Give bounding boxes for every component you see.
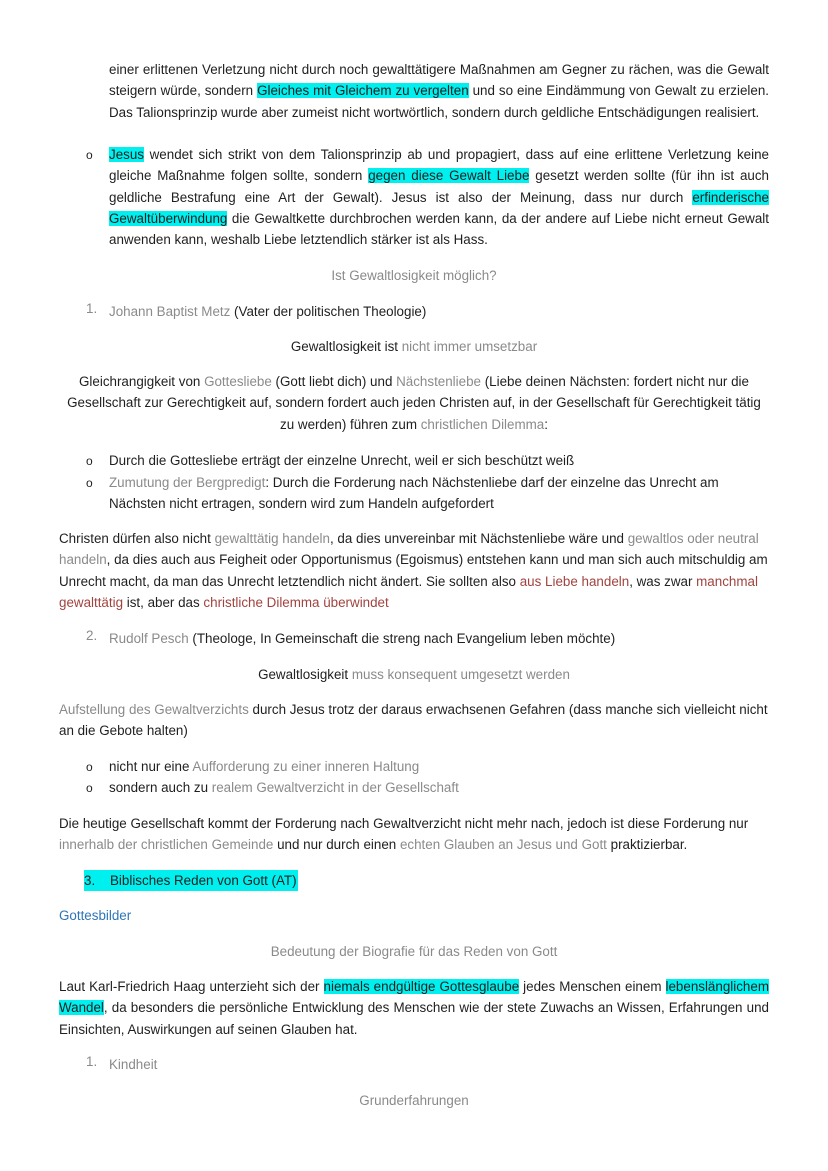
pesch-paragraph: Aufstellung des Gewaltverzichts durch Jesus trotz der daraus erwachsenen Gefahren (dass manche sich vielleicht nicht an die Gebote halten) [59, 702, 768, 739]
pesch-bullet-1: nicht nur eine Aufforderung zu einer inneren Haltung [109, 759, 420, 774]
list-number: 1. [86, 301, 98, 316]
pesch-conclusion: Die heutige Gesellschaft kommt der Forderung nach Gewaltverzicht nicht mehr nach, jedoch ist diese Forderung nur innerhalb der christlichen Gemeinde und nur durch einen echten Glauben an Jesus und Gott praktizierbar. [59, 816, 749, 853]
highlight: erfinderische Gewaltüberwindung [109, 189, 769, 226]
pesch-bullet-2: sondern auch zu realem Gewaltverzicht in der Gesellschaft [109, 780, 459, 795]
haag-paragraph: Laut Karl-Friedrich Haag unterzieht sich der niemals endgültige Gottesglaube jedes Menschen einem lebenslänglichem Wandel, da besonders die persönliche Entwicklung des Menschen wie der stete Zuwachs an Wissen, Erfahrungen und Einsichten, Auswirkungen auf seinen Glauben hat. [59, 979, 769, 1037]
gottesbilder-title: Gottesbilder [59, 908, 132, 923]
metz-paragraph: Gleichrangigkeit von Gottesliebe (Gott liebt dich) und Nächstenliebe (Liebe deinen Nächsten: fordert nicht nur die Gesellschaft zur Gerechtigkeit auf, sondern fordert auch jeden Christen auf, in der Gesellschaft für Gerechtigkeit tätig zu werden) führen zum christlichen Dilemma: [67, 374, 761, 432]
highlight: niemals endgültige Gottesglaube [323, 979, 520, 994]
section-heading: Ist Gewaltlosigkeit möglich? [331, 268, 497, 283]
biografie-heading: Bedeutung der Biografie für das Reden von Gott [270, 944, 558, 959]
section-3-heading: 3. Biblisches Reden von Gott (AT) [84, 870, 298, 891]
pesch-heading: Rudolf Pesch (Theologe, In Gemeinschaft die streng nach Evangelium leben möchte) [109, 631, 616, 646]
bullet-marker: o [86, 476, 93, 490]
highlight: Gleiches mit Gleichem zu vergelten [257, 83, 469, 99]
pesch-thesis: Gewaltlosigkeit muss konsequent umgesetzt werden [258, 667, 570, 682]
highlight: lebenslänglichem Wandel [59, 979, 769, 1016]
bullet-marker: o [86, 781, 93, 795]
list-number: 1. [86, 1054, 98, 1069]
talion-paragraph: einer erlittenen Verletzung nicht durch noch gewalttätigere Maßnahmen am Gegner zu rächen, was die Gewalt steigern würde, sondern Gleiches mit Gleichem zu vergelten und so eine Eindämmung von Gewalt zu erzielen. Das Talionsprinzip wurde aber zumeist nicht wortwörtlich, sondern durch geldliche Entschädigungen realisiert. [109, 62, 770, 120]
highlight: Jesus [109, 147, 144, 162]
metz-thesis: Gewaltlosigkeit ist nicht immer umsetzbar [290, 339, 538, 354]
bullet-marker: o [86, 148, 93, 162]
highlight: gegen diese Gewalt Liebe [368, 168, 530, 184]
kindheit-heading: Kindheit [109, 1057, 158, 1072]
metz-bullet-1: Durch die Gottesliebe erträgt der einzelne Unrecht, weil er sich beschützt weiß [109, 453, 575, 468]
list-number: 2. [86, 628, 98, 643]
metz-conclusion: Christen dürfen also nicht gewalttätig handeln, da dies unvereinbar mit Nächstenliebe wäre und gewaltlos oder neutral handeln, da dies auch aus Feigheit oder Opportunismus (Egoismus) entstehen kann und man sich auch mitschuldig am Unrecht macht, da man das Unrecht letztendlich nicht ändert. Sie sollten also aus Liebe handeln, was zwar manchmal gewalttätig ist, aber das christliche Dilemma überwindet [59, 531, 768, 610]
jesus-paragraph: Jesus wendet sich strikt von dem Talionsprinzip ab und propagiert, dass auf eine erlittene Verletzung keine gleiche Maßnahme folgen sollte, sondern gegen diese Gewalt Liebe gesetzt werden sollte (für ihn ist auch geldliche Bestrafung eine Art der Gewalt). Jesus ist also der Meinung, dass nur durch erfinderische Gewaltüberwindung die Gewaltkette durchbrochen werden kann, da der andere auf Liebe nicht erneut Gewalt anwenden kann, weshalb Liebe letztendlich stärker ist als Hass. [109, 147, 769, 248]
bullet-marker: o [86, 454, 93, 468]
grunderfahrungen-heading: Grunderfahrungen [359, 1093, 469, 1108]
metz-bullet-2: Zumutung der Bergpredigt: Durch die Forderung nach Nächstenliebe darf der einzelne das Unrecht am Nächsten nicht ertragen, sondern wird zum Handeln aufgefordert [109, 475, 719, 512]
bullet-marker: o [86, 760, 93, 774]
metz-heading: Johann Baptist Metz (Vater der politischen Theologie) [109, 304, 427, 319]
